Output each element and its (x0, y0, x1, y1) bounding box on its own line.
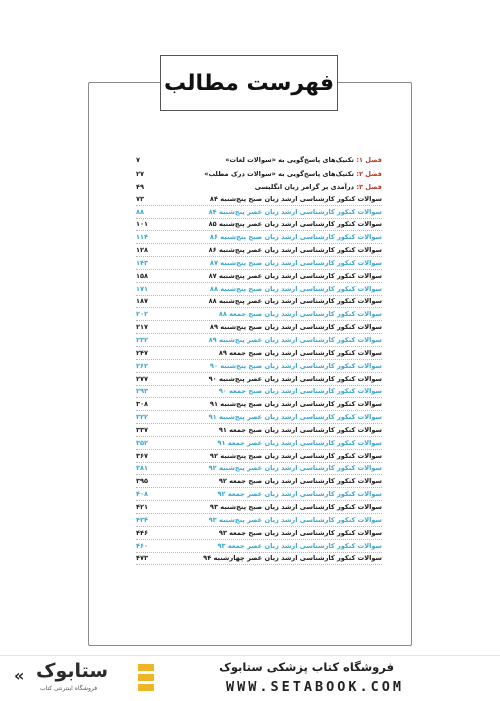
toc-entry-row (136, 244, 382, 257)
page-number: ۴۳۴ (136, 515, 149, 524)
chapter-text: تکنیک‌های پاسخ‌گویی به «سوالات درک مطلب» (204, 169, 355, 178)
toc-entry-row (136, 308, 382, 321)
page-number: ۳۲۲ (136, 413, 149, 422)
toc-entry-row (136, 527, 382, 540)
page-number: ۳۶۷ (136, 451, 149, 460)
page-number: ۱۷۱ (136, 284, 149, 293)
logo-word: ستابوک (36, 660, 109, 682)
toc-entry-row (136, 270, 382, 283)
page-number: ۴۴۶ (136, 528, 149, 537)
page-number: ۲۳۲ (136, 336, 149, 345)
page-number: ۱۱۴ (136, 233, 149, 242)
toc-entry-row (136, 450, 382, 463)
store-url[interactable]: WWW.SETABOOK.COM (225, 679, 404, 695)
page-number: ۱۸۷ (136, 297, 149, 306)
toc-chapter-row (136, 180, 382, 193)
toc-entry-row (136, 373, 382, 386)
toc-entry-title: سوالات کنکور کارشناسی ارشد زبان صبح جمعه ۹۱ (218, 425, 382, 434)
chapter-prefix: فصل ۱: (356, 156, 382, 165)
toc-chapter-row (136, 153, 382, 166)
page-number: ۷ (136, 156, 141, 165)
toc-entry-row (136, 296, 382, 309)
toc-entry-row (136, 321, 382, 334)
page-number: ۳۰۸ (136, 400, 149, 409)
toc-entry-row (136, 206, 382, 219)
toc-entry-title: سوالات کنکور کارشناسی ارشد زبان عصر جمعه ۹۳ (217, 541, 382, 550)
page-number: ۱۵۸ (136, 271, 149, 280)
toc-entry-row (136, 231, 382, 244)
page-number: ۴۰۸ (136, 490, 149, 499)
page-number: ۲۱۷ (136, 323, 149, 332)
toc-chapter-title (255, 182, 382, 193)
toc-entry-title: سوالات کنکور کارشناسی ارشد زبان صبح پنج‌شنبه ۹۱ (209, 400, 382, 409)
page-number: ۴۶۰ (136, 541, 149, 550)
toc-entry-row (136, 283, 382, 296)
toc-entry-title: سوالات کنکور کارشناسی ارشد زبان عصر پنج‌شنبه ۸۷ (208, 271, 382, 280)
toc-entry-title: سوالات کنکور کارشناسی ارشد زبان صبح پنج‌شنبه ۹۲ (209, 451, 382, 460)
toc-entry-row (136, 540, 382, 553)
title-box (160, 55, 338, 111)
toc-entry-row (136, 437, 382, 450)
stacked-books-icon (138, 664, 154, 692)
toc-entry-title: سوالات کنکور کارشناسی ارشد زبان صبح جمعه ۹۲ (218, 477, 382, 486)
page-number: ۴۲۱ (136, 502, 149, 511)
page-number: ۳۵۲ (136, 438, 149, 447)
page-number: ۷۳ (136, 194, 145, 203)
chapter-prefix: فصل ۲: (356, 169, 382, 178)
page-number: ۸۸ (136, 207, 145, 216)
toc-entry-row (136, 219, 382, 232)
toc-entry-row (136, 386, 382, 399)
toc-entry-title: سوالات کنکور کارشناسی ارشد زبان عصر پنج‌شنبه ۸۵ (208, 220, 382, 229)
store-name: فروشگاه کتاب پزشکی ستابوک (219, 660, 394, 674)
page-number: ۲۶۲ (136, 361, 149, 370)
toc-entry-row (136, 463, 382, 476)
toc-entry-title: سوالات کنکور کارشناسی ارشد زبان عصر پنج‌شنبه ۹۱ (208, 413, 382, 422)
page-number: ۱۲۸ (136, 246, 149, 255)
page-number: ۱۴۳ (136, 258, 149, 267)
toc-entry-title: سوالات کنکور کارشناسی ارشد زبان عصر پنج‌شنبه ۸۴ (208, 207, 382, 216)
toc-entry-row (136, 257, 382, 270)
footer (0, 655, 500, 701)
toc-entry-title: سوالات کنکور کارشناسی ارشد زبان صبح جمعه ۹۰ (218, 387, 382, 396)
page-number: ۲۹۳ (136, 387, 149, 396)
toc-entry-title: سوالات کنکور کارشناسی ارشد زبان عصر جمعه ۹۲ (217, 490, 382, 499)
page-number: ۲۷ (136, 169, 145, 178)
toc-entry-row (136, 488, 382, 501)
toc-entry-title: سوالات کنکور کارشناسی ارشد زبان صبح پنج‌شنبه ۸۸ (209, 284, 382, 293)
page-number: ۳۸۱ (136, 464, 149, 473)
logo-tagline: فروشگاه اینترنتی کتاب (40, 685, 98, 692)
page-number: ۳۹۵ (136, 477, 149, 486)
toc-entry-row (136, 514, 382, 527)
toc-entry-title: سوالات کنکور کارشناسی ارشد زبان صبح جمعه ۸۹ (218, 348, 382, 357)
toc-entry-title: سوالات کنکور کارشناسی ارشد زبان صبح پنج‌شنبه ۸۶ (209, 233, 382, 242)
toc-entry-title: سوالات کنکور کارشناسی ارشد زبان صبح پنج‌شنبه ۹۰ (209, 361, 382, 370)
page-number: ۲۴۷ (136, 348, 149, 357)
page-number: ۲۰۲ (136, 310, 149, 319)
toc-entry-title: سوالات کنکور کارشناسی ارشد زبان عصر جمعه ۹۱ (217, 438, 382, 447)
toc-entry-title: سوالات کنکور کارشناسی ارشد زبان عصر پنج‌شنبه ۸۶ (208, 246, 382, 255)
toc-entry-title: سوالات کنکور کارشناسی ارشد زبان عصر پنج‌شنبه ۹۳ (208, 515, 382, 524)
logo-chevrons-icon: « (14, 666, 25, 685)
toc-entry-row (136, 360, 382, 373)
toc-entry-title: سوالات کنکور کارشناسی ارشد زبان عصر چهارشنبه ۹۴ (203, 554, 382, 563)
page-title: فهرست مطالب (163, 70, 335, 96)
toc-chapter-row (136, 166, 382, 179)
setabook-logo (10, 658, 160, 698)
page-number: ۴۷۳ (136, 554, 149, 563)
toc-entry-row (136, 398, 382, 411)
page-number: ۲۷۷ (136, 374, 149, 383)
chapter-prefix: فصل ۳: (356, 182, 382, 191)
toc-entry-row (136, 334, 382, 347)
toc-chapter-title (225, 155, 382, 166)
toc-entry-title: سوالات کنکور کارشناسی ارشد زبان صبح پنج‌شنبه ۸۹ (209, 323, 382, 332)
toc-entry-title: سوالات کنکور کارشناسی ارشد زبان عصر پنج‌شنبه ۸۸ (208, 297, 382, 306)
toc-entry-title: سوالات کنکور کارشناسی ارشد زبان عصر پنج‌شنبه ۸۹ (208, 336, 382, 345)
toc-entry-row (136, 424, 382, 437)
toc-entry-title: سوالات کنکور کارشناسی ارشد زبان صبح پنج‌شنبه ۸۴ (209, 194, 382, 203)
page-number: ۴۹ (136, 182, 145, 191)
toc-entry-row (136, 347, 382, 360)
toc-entry-title: سوالات کنکور کارشناسی ارشد زبان عصر پنج‌شنبه ۹۰ (208, 374, 382, 383)
toc-entry-title: سوالات کنکور کارشناسی ارشد زبان صبح پنج‌شنبه ۸۷ (209, 258, 382, 267)
chapter-text: تکنیک‌های پاسخ‌گویی به «سوالات لغات» (225, 156, 355, 165)
toc-chapter-title (204, 169, 382, 180)
chapter-text: درآمدی بر گرامر زبان انگلیسی (254, 182, 355, 191)
toc-entry-row (136, 553, 382, 566)
toc-entry-row (136, 411, 382, 424)
toc-entry-row (136, 475, 382, 488)
page-number: ۳۳۷ (136, 425, 149, 434)
toc-entry-title: سوالات کنکور کارشناسی ارشد زبان عصر پنج‌شنبه ۹۲ (208, 464, 382, 473)
table-of-contents (136, 153, 382, 565)
toc-entry-row (136, 501, 382, 514)
toc-entry-title: سوالات کنکور کارشناسی ارشد زبان صبح پنج‌شنبه ۹۳ (209, 502, 382, 511)
toc-entry-title: سوالات کنکور کارشناسی ارشد زبان صبح جمعه ۹۳ (218, 528, 382, 537)
page-number: ۱۰۱ (136, 220, 149, 229)
toc-entry-row (136, 193, 382, 206)
toc-entry-title: سوالات کنکور کارشناسی ارشد زبان صبح جمعه ۸۸ (218, 310, 382, 319)
